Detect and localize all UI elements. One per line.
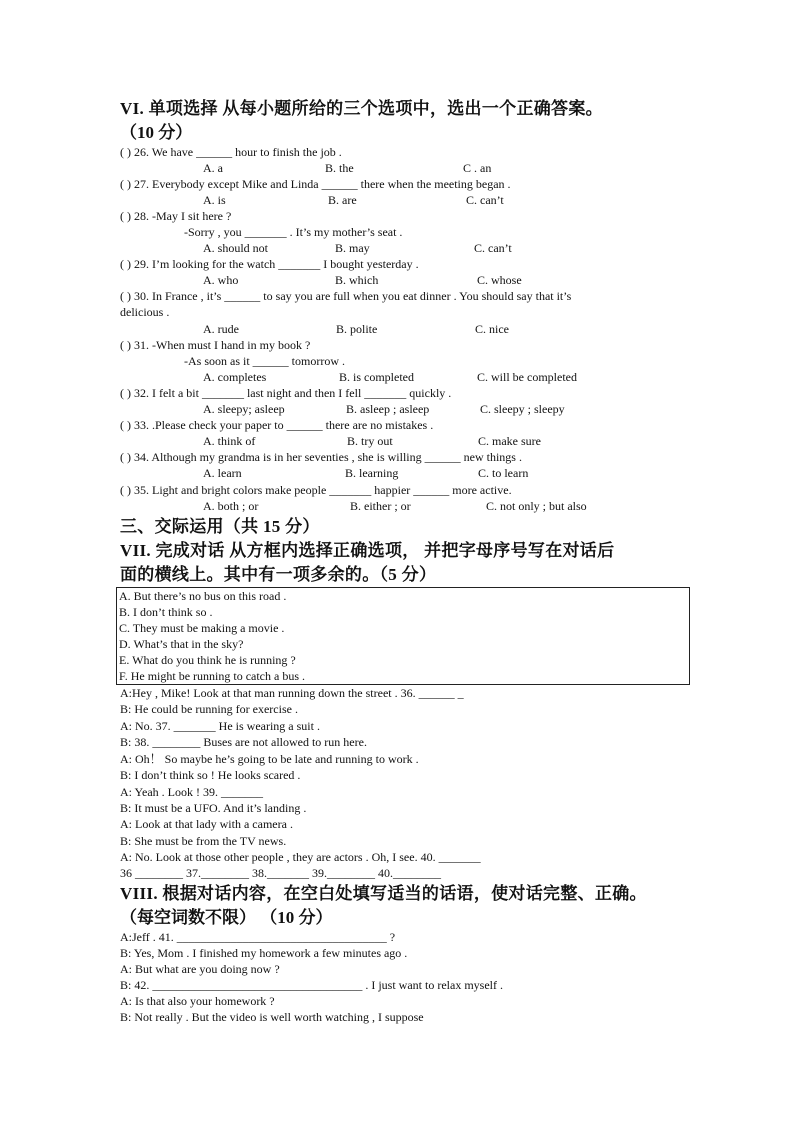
- dialogue-7-line-9: A: Look at that lady with a camera .: [120, 817, 293, 831]
- option-31a: A. completes: [203, 370, 267, 384]
- option-32a: A. sleepy; asleep: [203, 402, 285, 416]
- option-31b: B. is completed: [339, 370, 414, 384]
- dialogue-7-line-11: A: No. Look at those other people , they are actors . Oh, I see. 40. _______: [120, 850, 481, 864]
- question-30-line2: delicious .: [120, 305, 170, 319]
- part-3-heading: 三、交际运用（共 15 分）: [120, 517, 320, 536]
- question-26: ( ) 26. We have ______ hour to finish the job .: [120, 145, 342, 159]
- section-6-heading: VI. 单项选择 从每小题所给的三个选项中，选出一个正确答案。: [120, 99, 603, 118]
- dialogue-8-line-2: B: Yes, Mom . I finished my homework a few minutes ago .: [120, 946, 408, 960]
- option-35c: C. not only ; but also: [486, 499, 587, 513]
- option-28c: C. can’t: [474, 241, 512, 255]
- option-32b: B. asleep ; asleep: [346, 402, 430, 416]
- option-26c: C . an: [463, 161, 492, 175]
- option-30b: B. polite: [336, 322, 378, 336]
- option-27c: C. can’t: [466, 193, 504, 207]
- option-35b: B. either ; or: [350, 499, 411, 513]
- box-option-b: B. I don’t think so .: [119, 605, 213, 619]
- option-34b: B. learning: [345, 466, 399, 480]
- option-28a: A. should not: [203, 241, 269, 255]
- option-27b: B. are: [328, 193, 357, 207]
- question-31: ( ) 31. -When must I hand in my book ?: [120, 338, 311, 352]
- question-31-line2: -As soon as it ______ tomorrow .: [184, 354, 345, 368]
- option-28b: B. may: [335, 241, 370, 255]
- dialogue-8-line-4: B: 42. ___________________________________ . I just want to relax myself .: [120, 978, 503, 992]
- option-34a: A. learn: [203, 466, 242, 480]
- box-option-e: E. What do you think he is running ?: [119, 653, 296, 667]
- question-29: ( ) 29. I’m looking for the watch _______ I bought yesterday .: [120, 257, 419, 271]
- dialogue-7-line-1: A:Hey , Mike! Look at that man running down the street . 36. ______ _: [120, 686, 464, 700]
- option-33a: A. think of: [203, 434, 256, 448]
- question-34: ( ) 34. Although my grandma is in her seventies , she is willing ______ new things .: [120, 450, 522, 464]
- question-35: ( ) 35. Light and bright colors make people _______ happier ______ more active.: [120, 483, 512, 497]
- dialogue-7-line-4: B: 38. ________ Buses are not allowed to run here.: [120, 735, 367, 749]
- box-option-c: C. They must be making a movie .: [119, 621, 285, 635]
- options-box: [116, 587, 690, 685]
- dialogue-7-line-3: A: No. 37. _______ He is wearing a suit .: [120, 719, 320, 733]
- option-29a: A. who: [203, 273, 239, 287]
- section-6-score: （10 分）: [120, 123, 193, 142]
- dialogue-8-line-6: B: Not really . But the video is well worth watching , I suppose: [120, 1010, 424, 1024]
- option-33b: B. try out: [347, 434, 393, 448]
- section-7-heading: VII. 完成对话 从方框内选择正确选项， 并把字母序号写在对话后: [120, 541, 615, 560]
- question-30: ( ) 30. In France , it’s ______ to say you are full when you eat dinner . You should say that it’s: [120, 289, 572, 303]
- option-30a: A. rude: [203, 322, 239, 336]
- option-29c: C. whose: [477, 273, 522, 287]
- dialogue-8-line-1: A:Jeff . 41. ___________________________________ ?: [120, 930, 396, 944]
- box-option-d: D. What’s that in the sky?: [119, 637, 244, 651]
- dialogue-7-line-2: B: He could be running for exercise .: [120, 702, 298, 716]
- dialogue-7-line-10: B: She must be from the TV news.: [120, 834, 287, 848]
- answer-blanks-7: 36 ________ 37.________ 38._______ 39.________ 40.________: [120, 866, 441, 880]
- option-35a: A. both ; or: [203, 499, 259, 513]
- question-28-line2: -Sorry , you _______ . It’s my mother’s seat .: [184, 225, 403, 239]
- option-30c: C. nice: [475, 322, 509, 336]
- option-32c: C. sleepy ; sleepy: [480, 402, 565, 416]
- dialogue-8-line-3: A: But what are you doing now ?: [120, 962, 280, 976]
- dialogue-7-line-5: A: Oh！ So maybe he’s going to be late and running to work .: [120, 752, 419, 766]
- option-33c: C. make sure: [478, 434, 541, 448]
- question-33: ( ) 33. .Please check your paper to ______ there are no mistakes .: [120, 418, 434, 432]
- option-29b: B. which: [335, 273, 379, 287]
- dialogue-7-line-7: A: Yeah . Look ! 39. _______: [120, 785, 263, 799]
- option-26b: B. the: [325, 161, 354, 175]
- dialogue-8-line-5: A: Is that also your homework ?: [120, 994, 275, 1008]
- section-8-heading: VIII. 根据对话内容，在空白处填写适当的话语，使对话完整、正确。: [120, 884, 647, 903]
- question-27: ( ) 27. Everybody except Mike and Linda ______ there when the meeting began .: [120, 177, 511, 191]
- section-7-heading-line2: 面的横线上。其中有一项多余的。（5 分）: [120, 565, 437, 584]
- option-31c: C. will be completed: [477, 370, 577, 384]
- option-27a: A. is: [203, 193, 226, 207]
- dialogue-7-line-8: B: It must be a UFO. And it’s landing .: [120, 801, 307, 815]
- option-34c: C. to learn: [478, 466, 529, 480]
- box-option-a: A. But there’s no bus on this road .: [119, 589, 287, 603]
- question-32: ( ) 32. I felt a bit _______ last night and then I fell _______ quickly .: [120, 386, 452, 400]
- question-28: ( ) 28. -May I sit here ?: [120, 209, 232, 223]
- section-8-heading-line2: （每空词数不限） （10 分）: [120, 908, 333, 927]
- dialogue-7-line-6: B: I don’t think so ! He looks scared .: [120, 768, 301, 782]
- option-26a: A. a: [203, 161, 223, 175]
- box-option-f: F. He might be running to catch a bus .: [119, 669, 306, 683]
